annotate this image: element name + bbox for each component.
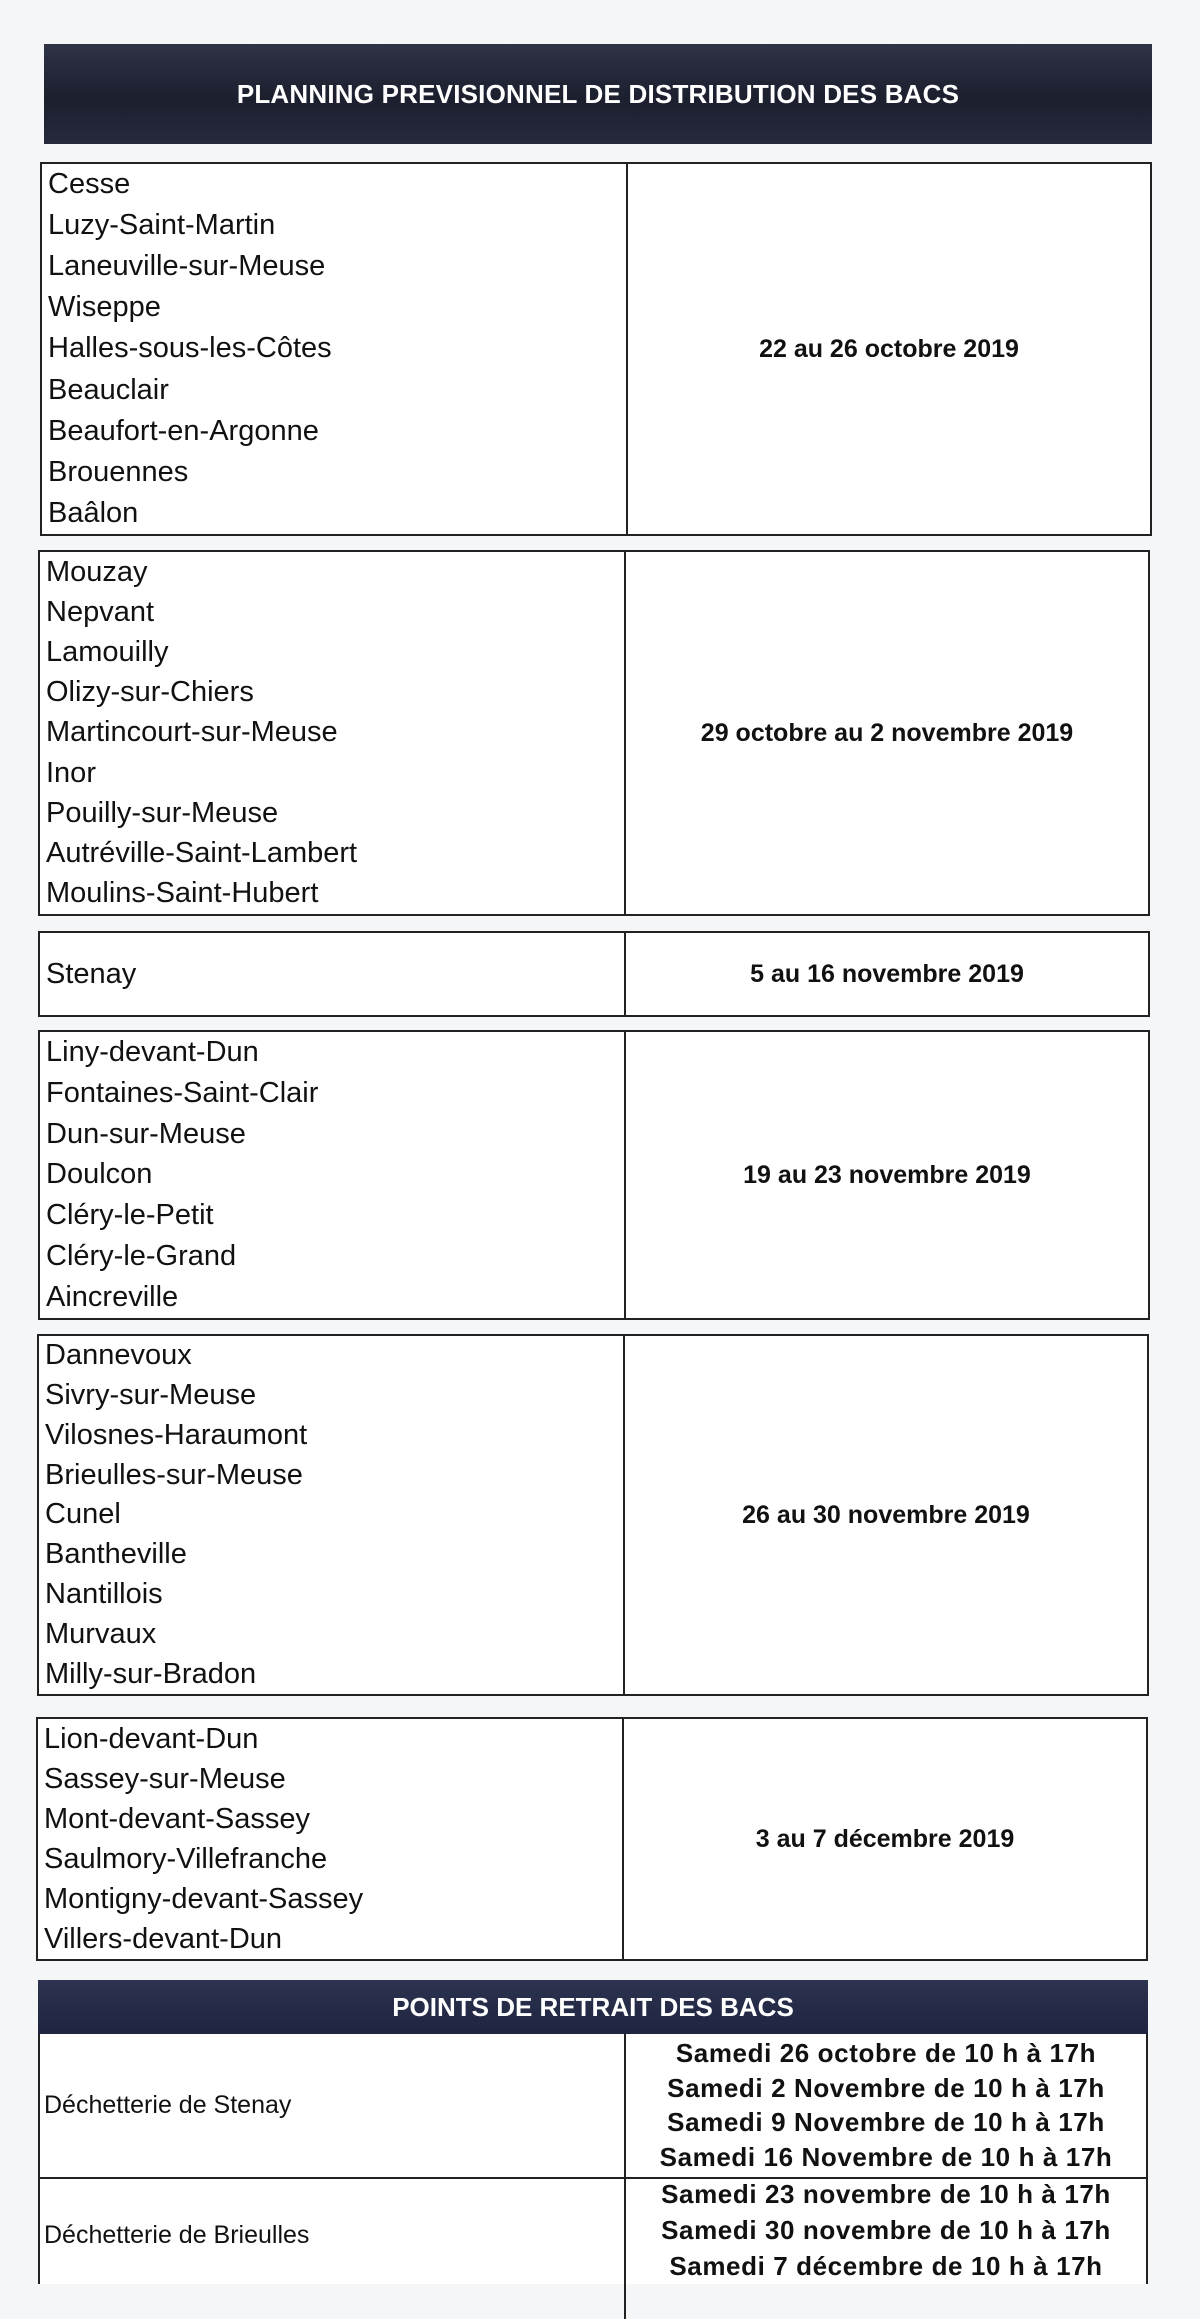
pickup-title: POINTS DE RETRAIT DES BACS [38,1980,1148,2034]
town-name: Olizy-sur-Chiers [46,676,254,709]
pickup-time: Samedi 9 Novembre de 10 h à 17h [667,2107,1105,2138]
distribution-date: 5 au 16 novembre 2019 [750,959,1024,988]
pickup-time: Samedi 16 Novembre de 10 h à 17h [659,2142,1113,2173]
town-name: Martincourt-sur-Meuse [46,716,338,749]
pickup-time: Samedi 26 octobre de 10 h à 17h [675,2037,1097,2068]
town-name: Brouennes [48,455,189,488]
schedule-block-2 [38,550,1150,916]
town-list [42,164,628,534]
pickup-row-stenay [40,2034,1146,2179]
town-name: Murvaux [45,1617,157,1650]
town-name: Baâlon [48,496,139,529]
schedule-block-5 [37,1334,1149,1696]
town-list [40,552,626,914]
town-name: Aincreville [46,1280,179,1313]
town-name: Cunel [45,1498,121,1531]
town-name: Cléry-le-Grand [46,1240,237,1273]
town-name: Inor [46,756,96,789]
town-name: Saulmory-Villefranche [44,1842,328,1875]
town-name: Vilosnes-Haraumont [45,1418,308,1451]
schedule-block-6 [36,1717,1148,1961]
town-name: Fontaines-Saint-Clair [46,1076,319,1109]
pickup-time: Samedi 23 novembre de 10 h à 17h [661,2179,1111,2209]
schedule-block-4 [38,1030,1150,1320]
town-name: Sivry-sur-Meuse [45,1379,257,1412]
town-name: Liny-devant-Dun [46,1035,259,1068]
pickup-times [626,2179,1146,2319]
town-name: Stenay [46,957,137,990]
town-name: Beaufort-en-Argonne [48,414,319,447]
pickup-time: Samedi 7 décembre de 10 h à 17h [669,2251,1103,2281]
town-name: Doulcon [46,1158,153,1191]
town-name: Autréville-Saint-Lambert [46,837,358,870]
town-name: Laneuville-sur-Meuse [48,250,326,283]
pickup-table [38,2034,1148,2284]
distribution-date: 26 au 30 novembre 2019 [742,1500,1030,1529]
town-name: Nepvant [46,595,155,628]
pickup-time: Samedi 2 Novembre de 10 h à 17h [667,2072,1105,2103]
pickup-location-name: Déchetterie de Brieulles [40,2179,626,2319]
pickup-row-brieulles [40,2179,1146,2319]
pickup-time: Samedi 30 novembre de 10 h à 17h [661,2215,1111,2245]
town-name: Montigny-devant-Sassey [44,1882,364,1915]
town-list [39,1336,625,1694]
town-name: Mont-devant-Sassey [44,1802,310,1835]
town-name: Halles-sous-les-Côtes [48,332,332,365]
town-name: Dun-sur-Meuse [46,1117,246,1150]
pickup-times [626,2034,1146,2177]
town-name: Sassey-sur-Meuse [44,1762,286,1795]
schedule-block-3 [38,931,1150,1017]
town-list [38,1719,624,1959]
town-name: Moulins-Saint-Hubert [46,877,319,910]
town-list [40,933,626,1015]
town-name: Cesse [48,168,131,201]
town-name: Bantheville [45,1538,187,1571]
distribution-date: 3 au 7 décembre 2019 [755,1824,1015,1853]
distribution-date: 19 au 23 novembre 2019 [743,1160,1031,1189]
distribution-date: 22 au 26 octobre 2019 [759,334,1019,363]
distribution-date: 29 octobre au 2 novembre 2019 [700,718,1074,747]
town-name: Luzy-Saint-Martin [48,209,276,242]
planning-title: PLANNING PREVISIONNEL DE DISTRIBUTION DES BACS [44,44,1152,144]
town-name: Brieulles-sur-Meuse [45,1458,303,1491]
town-name: Wiseppe [48,291,161,324]
town-name: Pouilly-sur-Meuse [46,796,279,829]
town-name: Villers-devant-Dun [44,1922,283,1955]
town-name: Milly-sur-Bradon [45,1657,257,1690]
town-name: Lion-devant-Dun [44,1722,259,1755]
town-list [40,1032,626,1318]
pickup-location-name: Déchetterie de Stenay [40,2034,626,2177]
town-name: Beauclair [48,373,169,406]
town-name: Lamouilly [46,636,169,669]
town-name: Dannevoux [45,1339,192,1372]
town-name: Cléry-le-Petit [46,1199,214,1232]
town-name: Nantillois [45,1577,163,1610]
schedule-block-1 [40,162,1152,536]
town-name: Mouzay [46,555,148,588]
